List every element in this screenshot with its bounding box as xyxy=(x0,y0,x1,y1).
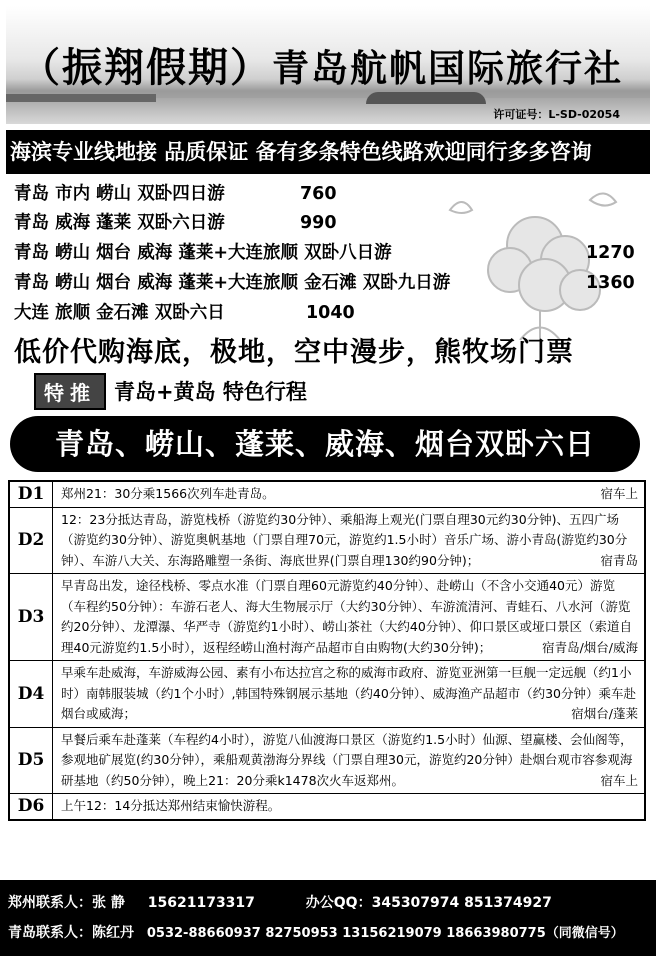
header-title xyxy=(20,36,623,93)
day-label: D6 xyxy=(10,794,53,819)
day-label: D2 xyxy=(10,508,53,574)
route-price: 760 xyxy=(300,184,337,204)
itinerary-row xyxy=(10,793,644,819)
day-stay: 宿青岛/烟台/威海 xyxy=(542,639,638,655)
day-label: D5 xyxy=(10,728,53,794)
route-name: 青岛 崂山 烟台 威海 蓬莱+大连旅顺 双卧八日游 xyxy=(14,243,392,263)
company-name: 青岛航帆国际旅行社 xyxy=(272,47,623,90)
qq-numbers: 345307974 851374927 xyxy=(371,895,552,911)
route-price: 1270 xyxy=(586,243,635,263)
day-stay: 宿烟台/蓬莱 xyxy=(571,706,638,721)
qq-label: 办公QQ： xyxy=(305,895,372,911)
route-item xyxy=(14,239,635,267)
ticket-line: 低价代购海底，极地，空中漫步，熊牧场门票 xyxy=(14,337,574,368)
zz-label: 郑州联系人： xyxy=(8,895,92,911)
zhengzhou-contact xyxy=(8,892,552,912)
route-item xyxy=(14,299,355,327)
island-photo xyxy=(366,92,486,104)
itinerary-table xyxy=(8,480,646,821)
itinerary-row xyxy=(10,482,644,507)
license-number: 许可证号：L-SD-02054 xyxy=(493,108,620,121)
day-stay: 宿车上 xyxy=(600,772,638,788)
itinerary-row xyxy=(10,660,644,727)
zz-phone: 15621173317 xyxy=(147,895,255,911)
route-name: 青岛 威海 蓬莱 双卧六日游 xyxy=(14,213,225,233)
route-name: 青岛 市内 崂山 双卧四日游 xyxy=(14,184,225,204)
day-label: D3 xyxy=(10,574,53,660)
day-stay: 宿车上 xyxy=(600,486,638,501)
route-name: 大连 旅顺 金石滩 双卧六日 xyxy=(14,303,225,323)
route-item xyxy=(14,269,635,297)
qingdao-contact xyxy=(8,922,624,942)
day-description: 早青岛出发，途径栈桥、零点水准（门票自理60元游览约40分钟）、赴崂山（不含小交通40元）游览（车程约50分钟）：车游石老人、海大生物展示厅（大约30分钟）、车游流清河、青蛙石、八水河（游览约20分钟）、龙潭瀑、华严寺（游览约1小时）、崂山茶社（大约40分钟）、仰口景区或垭口景区（索道自理40元游览约1.5小时），返程经崂山渔村海产品超市自由购物(大约30分钟)； 宿青岛/烟台/威海 xyxy=(53,574,644,660)
qd-name: 陈红丹 xyxy=(92,925,134,941)
route-name: 青岛 崂山 烟台 威海 蓬莱+大连旅顺 金石滩 双卧九日游 xyxy=(14,273,451,293)
day-description: 早餐后乘车赴蓬莱（车程约4小时），游览八仙渡海口景区（游览约1.5小时）仙源、望赢楼、会仙阁等，参观地矿展览(约30分钟），乘船观黄渤海分界线（门票自理30元，游览约20分钟）赴烟台观市容参观海研基地（约50分钟），晚上21：20分乘k1478次火车返郑州。 宿车上 xyxy=(53,728,644,794)
special-recommend xyxy=(34,374,307,408)
day-description: 宿车上 郑州21：30分乘1566次列车赴青岛。 xyxy=(53,482,644,507)
zz-name: 张 静 xyxy=(92,895,125,911)
day-stay: 宿青岛 xyxy=(600,552,638,568)
day-label: D1 xyxy=(10,482,53,507)
special-text: 青岛+黄岛 特色行程 xyxy=(114,380,307,404)
qd-label: 青岛联系人： xyxy=(8,925,92,941)
contact-bar xyxy=(0,880,656,956)
route-item xyxy=(14,209,337,237)
route-price: 1360 xyxy=(586,273,635,293)
route-price: 1040 xyxy=(306,303,355,323)
itinerary-row xyxy=(10,507,644,574)
day-description: 12：23分抵达青岛，游览栈桥（游览约30分钟）、乘船海上观光(门票自理30元约30分钟)、五四广场（游览约30分钟）、游览奥帆基地（门票自理70元，游览约1.5小时）音乐广场、游小青岛(游览约30分钟）、车游八大关、东海路雕塑一条街、海底世界(门票自理130约90分钟)； 宿青岛 xyxy=(53,508,644,574)
shore-photo xyxy=(6,94,156,102)
header-banner xyxy=(6,6,650,124)
day-description: 上午12：14分抵达郑州结束愉快游程。 xyxy=(61,798,281,813)
special-badge: 特推 xyxy=(34,373,106,410)
itinerary-row xyxy=(10,573,644,660)
brand-name: （振翔假期） xyxy=(20,45,272,91)
day-label: D4 xyxy=(10,661,53,727)
slogan-bar: 海滨专业线地接 品质保证 备有多条特色线路欢迎同行多多咨询 xyxy=(6,130,650,174)
route-item xyxy=(14,180,337,208)
day-description: 早乘车赴威海，车游威海公园、素有小布达拉宫之称的威海市政府、游览亚洲第一巨舰一定远舰（约1小时）南韩服装城（约1个小时）,韩国特殊钢展示基地（约40分钟）、威海渔产品超市（约30分钟）乘车赴烟台或威海； 宿烟台/蓬莱 xyxy=(53,661,644,727)
route-price: 990 xyxy=(300,213,337,233)
qd-phones: 0532-88660937 82750953 13156219079 18663980775（同微信号） xyxy=(146,926,624,941)
tour-title: 青岛、崂山、蓬莱、威海、烟台双卧六日 xyxy=(10,416,640,472)
itinerary-row xyxy=(10,727,644,794)
